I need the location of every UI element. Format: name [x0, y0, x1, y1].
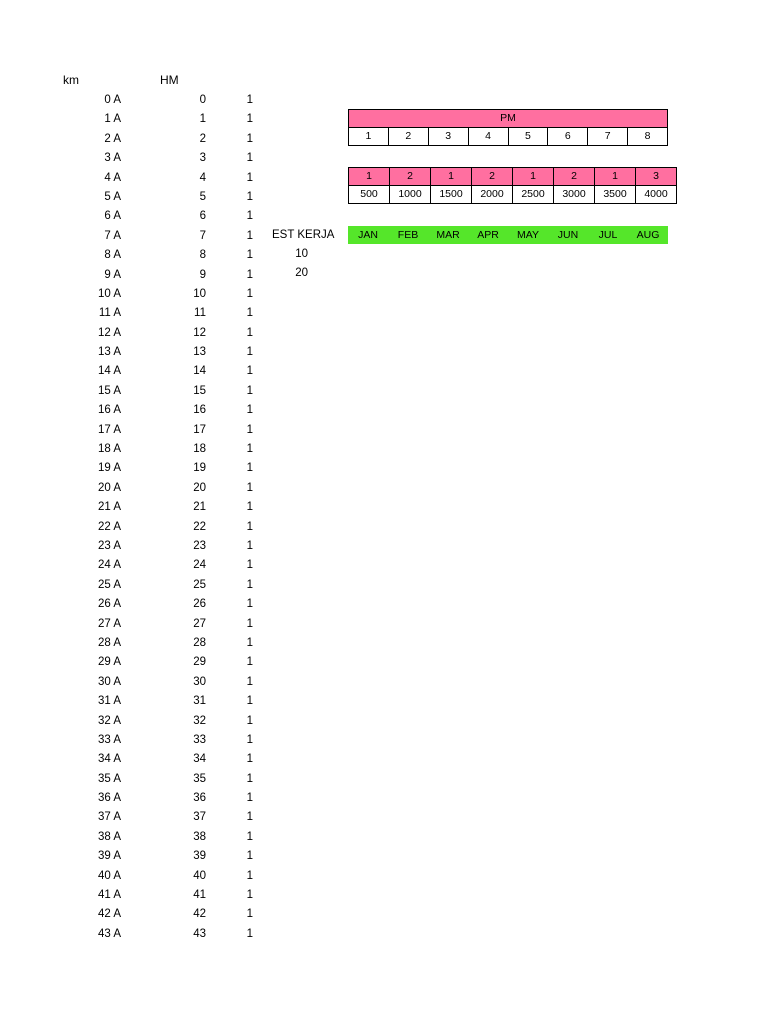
km-cell: 7 A: [104, 229, 121, 242]
list-row: [0, 750, 280, 769]
est-kerja-value: 10: [295, 248, 308, 260]
km-cell: 15 A: [97, 384, 121, 397]
hm-cell: 36: [193, 792, 206, 805]
count-cell: 1: [246, 443, 253, 456]
interval-hours-cell: 3000: [554, 186, 595, 204]
km-cell: 14 A: [97, 365, 121, 378]
hm-cell: 3: [199, 152, 206, 165]
km-cell: 10 A: [97, 287, 121, 300]
list-row: [0, 712, 280, 731]
list-row: [0, 440, 280, 459]
km-cell: 11 A: [98, 307, 121, 320]
hm-cell: 8: [199, 249, 206, 262]
est-kerja-label: EST KERJA: [272, 229, 335, 241]
km-cell: 9 A: [104, 268, 121, 281]
count-cell: 1: [246, 695, 253, 708]
km-cell: 36 A: [97, 792, 121, 805]
list-row: [0, 537, 280, 556]
km-cell: 38 A: [97, 830, 121, 843]
count-cell: 1: [246, 307, 253, 320]
hm-cell: 40: [193, 869, 206, 882]
interval-type-cell: 1: [431, 168, 472, 186]
month-cell: FEB: [388, 226, 428, 244]
list-row: [0, 479, 280, 498]
hm-cell: 12: [193, 326, 206, 339]
list-row: [0, 246, 280, 265]
hm-header: HM: [160, 73, 179, 87]
est-kerja-value: 20: [295, 267, 308, 279]
hm-cell: 17: [193, 423, 206, 436]
hm-cell: 32: [193, 714, 206, 727]
hm-cell: 16: [193, 404, 206, 417]
km-cell: 28 A: [97, 636, 121, 649]
hm-cell: 21: [193, 501, 206, 514]
list-row: [0, 401, 280, 420]
count-cell: 1: [246, 675, 253, 688]
count-cell: 1: [246, 617, 253, 630]
month-cell: JUL: [588, 226, 628, 244]
list-row: [0, 207, 280, 226]
km-cell: 34 A: [97, 753, 121, 766]
list-row: [0, 905, 280, 924]
count-cell: 1: [246, 190, 253, 203]
km-cell: 1 A: [104, 113, 121, 126]
count-cell: 1: [246, 714, 253, 727]
list-row: [0, 518, 280, 537]
months-band: [348, 226, 668, 244]
km-cell: 6 A: [104, 210, 121, 223]
count-cell: 1: [246, 889, 253, 902]
interval-type-cell: 2: [554, 168, 595, 186]
km-cell: 17 A: [97, 423, 121, 436]
hm-cell: 39: [193, 850, 206, 863]
count-cell: 1: [246, 869, 253, 882]
interval-hours-cell: 2000: [472, 186, 513, 204]
count-cell: 1: [246, 656, 253, 669]
list-row: [0, 925, 280, 944]
count-cell: 1: [246, 753, 253, 766]
month-cell: JAN: [348, 226, 388, 244]
hm-cell: 13: [193, 346, 206, 359]
list-row: [0, 770, 280, 789]
hm-cell: 42: [193, 908, 206, 921]
list-row: [0, 828, 280, 847]
count-cell: 1: [246, 520, 253, 533]
list-row: [0, 615, 280, 634]
list-row: [0, 459, 280, 478]
count-cell: 1: [246, 113, 253, 126]
count-cell: 1: [246, 94, 253, 106]
interval-hours-cell: 500: [349, 186, 390, 204]
list-row: [0, 808, 280, 827]
list-row: [0, 886, 280, 905]
month-cell: MAY: [508, 226, 548, 244]
hm-cell: 29: [193, 656, 206, 669]
list-row: [0, 692, 280, 711]
km-header: km: [63, 73, 79, 87]
hm-cell: 7: [199, 229, 206, 242]
km-cell: 37 A: [97, 811, 121, 824]
list-row: [0, 421, 280, 440]
km-cell: 13 A: [97, 346, 121, 359]
interval-type-cell: 3: [636, 168, 677, 186]
hm-cell: 2: [199, 132, 206, 145]
km-cell: 29 A: [97, 656, 121, 669]
count-cell: 1: [246, 559, 253, 572]
km-cell: 35 A: [97, 772, 121, 785]
interval-hours-cell: 2500: [513, 186, 554, 204]
count-cell: 1: [246, 210, 253, 223]
km-cell: 39 A: [97, 850, 121, 863]
hm-cell: 15: [193, 384, 206, 397]
km-hm-list: [0, 91, 280, 944]
count-cell: 1: [246, 229, 253, 242]
km-cell: 32 A: [97, 714, 121, 727]
hm-cell: 6: [199, 210, 206, 223]
hm-cell: 22: [193, 520, 206, 533]
km-cell: 0 A: [104, 94, 121, 106]
hm-cell: 41: [193, 889, 206, 902]
km-cell: 21 A: [97, 501, 121, 514]
count-cell: 1: [246, 132, 253, 145]
list-row: [0, 576, 280, 595]
list-row: [0, 673, 280, 692]
hm-cell: 1: [199, 113, 206, 126]
list-row: [0, 362, 280, 381]
count-cell: 1: [246, 733, 253, 746]
count-cell: 1: [246, 249, 253, 262]
km-cell: 3 A: [104, 152, 121, 165]
list-row: [0, 169, 280, 188]
count-cell: 1: [246, 152, 253, 165]
hm-cell: 34: [193, 753, 206, 766]
list-row: [0, 382, 280, 401]
list-row: [0, 343, 280, 362]
hm-cell: 33: [193, 733, 206, 746]
pm-number-cell: 4: [468, 128, 508, 146]
km-cell: 5 A: [104, 190, 121, 203]
count-cell: 1: [246, 578, 253, 591]
pm-number-cell: 8: [628, 128, 668, 146]
hm-cell: 9: [199, 268, 206, 281]
list-row: [0, 110, 280, 129]
pm-number-cell: 1: [349, 128, 389, 146]
km-cell: 19 A: [97, 462, 121, 475]
pm-number-cell: 2: [388, 128, 428, 146]
hm-cell: 35: [193, 772, 206, 785]
interval-table: [348, 167, 677, 204]
count-cell: 1: [246, 384, 253, 397]
pm-number-cell: 6: [548, 128, 588, 146]
pm-title: PM: [349, 110, 668, 128]
list-row: [0, 498, 280, 517]
count-cell: 1: [246, 927, 253, 940]
count-cell: 1: [246, 462, 253, 475]
km-cell: 16 A: [97, 404, 121, 417]
hm-cell: 18: [193, 443, 206, 456]
km-cell: 43 A: [97, 927, 121, 940]
hm-cell: 25: [193, 578, 206, 591]
list-row: [0, 634, 280, 653]
km-cell: 23 A: [97, 539, 121, 552]
interval-type-row: [349, 168, 677, 186]
count-cell: 1: [246, 792, 253, 805]
count-cell: 1: [246, 404, 253, 417]
interval-hours-cell: 3500: [595, 186, 636, 204]
km-cell: 24 A: [97, 559, 121, 572]
count-cell: 1: [246, 326, 253, 339]
count-cell: 1: [246, 830, 253, 843]
km-cell: 8 A: [104, 249, 121, 262]
count-cell: 1: [246, 598, 253, 611]
km-cell: 40 A: [97, 869, 121, 882]
pm-number-cell: 3: [428, 128, 468, 146]
count-cell: 1: [246, 171, 253, 184]
hm-cell: 19: [193, 462, 206, 475]
list-row: [0, 595, 280, 614]
count-cell: 1: [246, 365, 253, 378]
count-cell: 1: [246, 772, 253, 785]
km-cell: 26 A: [97, 598, 121, 611]
km-cell: 31 A: [97, 695, 121, 708]
list-row: [0, 556, 280, 575]
km-cell: 42 A: [97, 908, 121, 921]
interval-hours-cell: 4000: [636, 186, 677, 204]
list-row: [0, 266, 280, 285]
hm-cell: 23: [193, 539, 206, 552]
count-cell: 1: [246, 287, 253, 300]
km-cell: 18 A: [97, 443, 121, 456]
pm-table: [348, 109, 668, 146]
interval-type-cell: 2: [390, 168, 431, 186]
list-row: [0, 789, 280, 808]
km-cell: 30 A: [97, 675, 121, 688]
hm-cell: 28: [193, 636, 206, 649]
list-row: [0, 847, 280, 866]
hm-cell: 31: [193, 695, 206, 708]
list-row: [0, 653, 280, 672]
month-cell: APR: [468, 226, 508, 244]
list-row: [0, 324, 280, 343]
list-row: [0, 731, 280, 750]
list-row: [0, 285, 280, 304]
list-row: [0, 91, 280, 110]
km-cell: 4 A: [104, 171, 121, 184]
pm-number-cell: 5: [508, 128, 548, 146]
hm-cell: 20: [193, 481, 206, 494]
hm-cell: 27: [193, 617, 206, 630]
count-cell: 1: [246, 850, 253, 863]
count-cell: 1: [246, 268, 253, 281]
month-cell: JUN: [548, 226, 588, 244]
hm-cell: 26: [193, 598, 206, 611]
count-cell: 1: [246, 481, 253, 494]
interval-hours-cell: 1500: [431, 186, 472, 204]
km-cell: 25 A: [97, 578, 121, 591]
hm-cell: 10: [193, 287, 206, 300]
hm-cell: 4: [199, 171, 206, 184]
interval-type-cell: 1: [349, 168, 390, 186]
hm-cell: 30: [193, 675, 206, 688]
list-row: [0, 227, 280, 246]
hm-cell: 43: [193, 927, 206, 940]
hm-cell: 5: [199, 190, 206, 203]
count-cell: 1: [246, 636, 253, 649]
km-cell: 2 A: [104, 132, 121, 145]
month-cell: MAR: [428, 226, 468, 244]
count-cell: 1: [246, 908, 253, 921]
interval-type-cell: 2: [472, 168, 513, 186]
interval-type-cell: 1: [595, 168, 636, 186]
month-cell: AUG: [628, 226, 668, 244]
km-cell: 33 A: [97, 733, 121, 746]
count-cell: 1: [246, 423, 253, 436]
list-row: [0, 867, 280, 886]
hm-cell: 37: [193, 811, 206, 824]
km-cell: 22 A: [97, 520, 121, 533]
count-cell: 1: [246, 501, 253, 514]
count-cell: 1: [246, 811, 253, 824]
km-cell: 12 A: [97, 326, 121, 339]
hm-cell: 14: [193, 365, 206, 378]
count-cell: 1: [246, 539, 253, 552]
interval-hours-row: [349, 186, 677, 204]
list-row: [0, 149, 280, 168]
km-cell: 27 A: [97, 617, 121, 630]
months-row: [348, 226, 668, 244]
list-row: [0, 304, 280, 323]
list-row: [0, 188, 280, 207]
hm-cell: 0: [199, 94, 206, 106]
pm-number-row: [349, 128, 668, 146]
km-cell: 41 A: [97, 889, 121, 902]
hm-cell: 24: [193, 559, 206, 572]
pm-number-cell: 7: [588, 128, 628, 146]
count-cell: 1: [246, 346, 253, 359]
interval-type-cell: 1: [513, 168, 554, 186]
km-cell: 20 A: [97, 481, 121, 494]
hm-cell: 11: [194, 307, 206, 320]
list-row: [0, 130, 280, 149]
interval-hours-cell: 1000: [390, 186, 431, 204]
hm-cell: 38: [193, 830, 206, 843]
